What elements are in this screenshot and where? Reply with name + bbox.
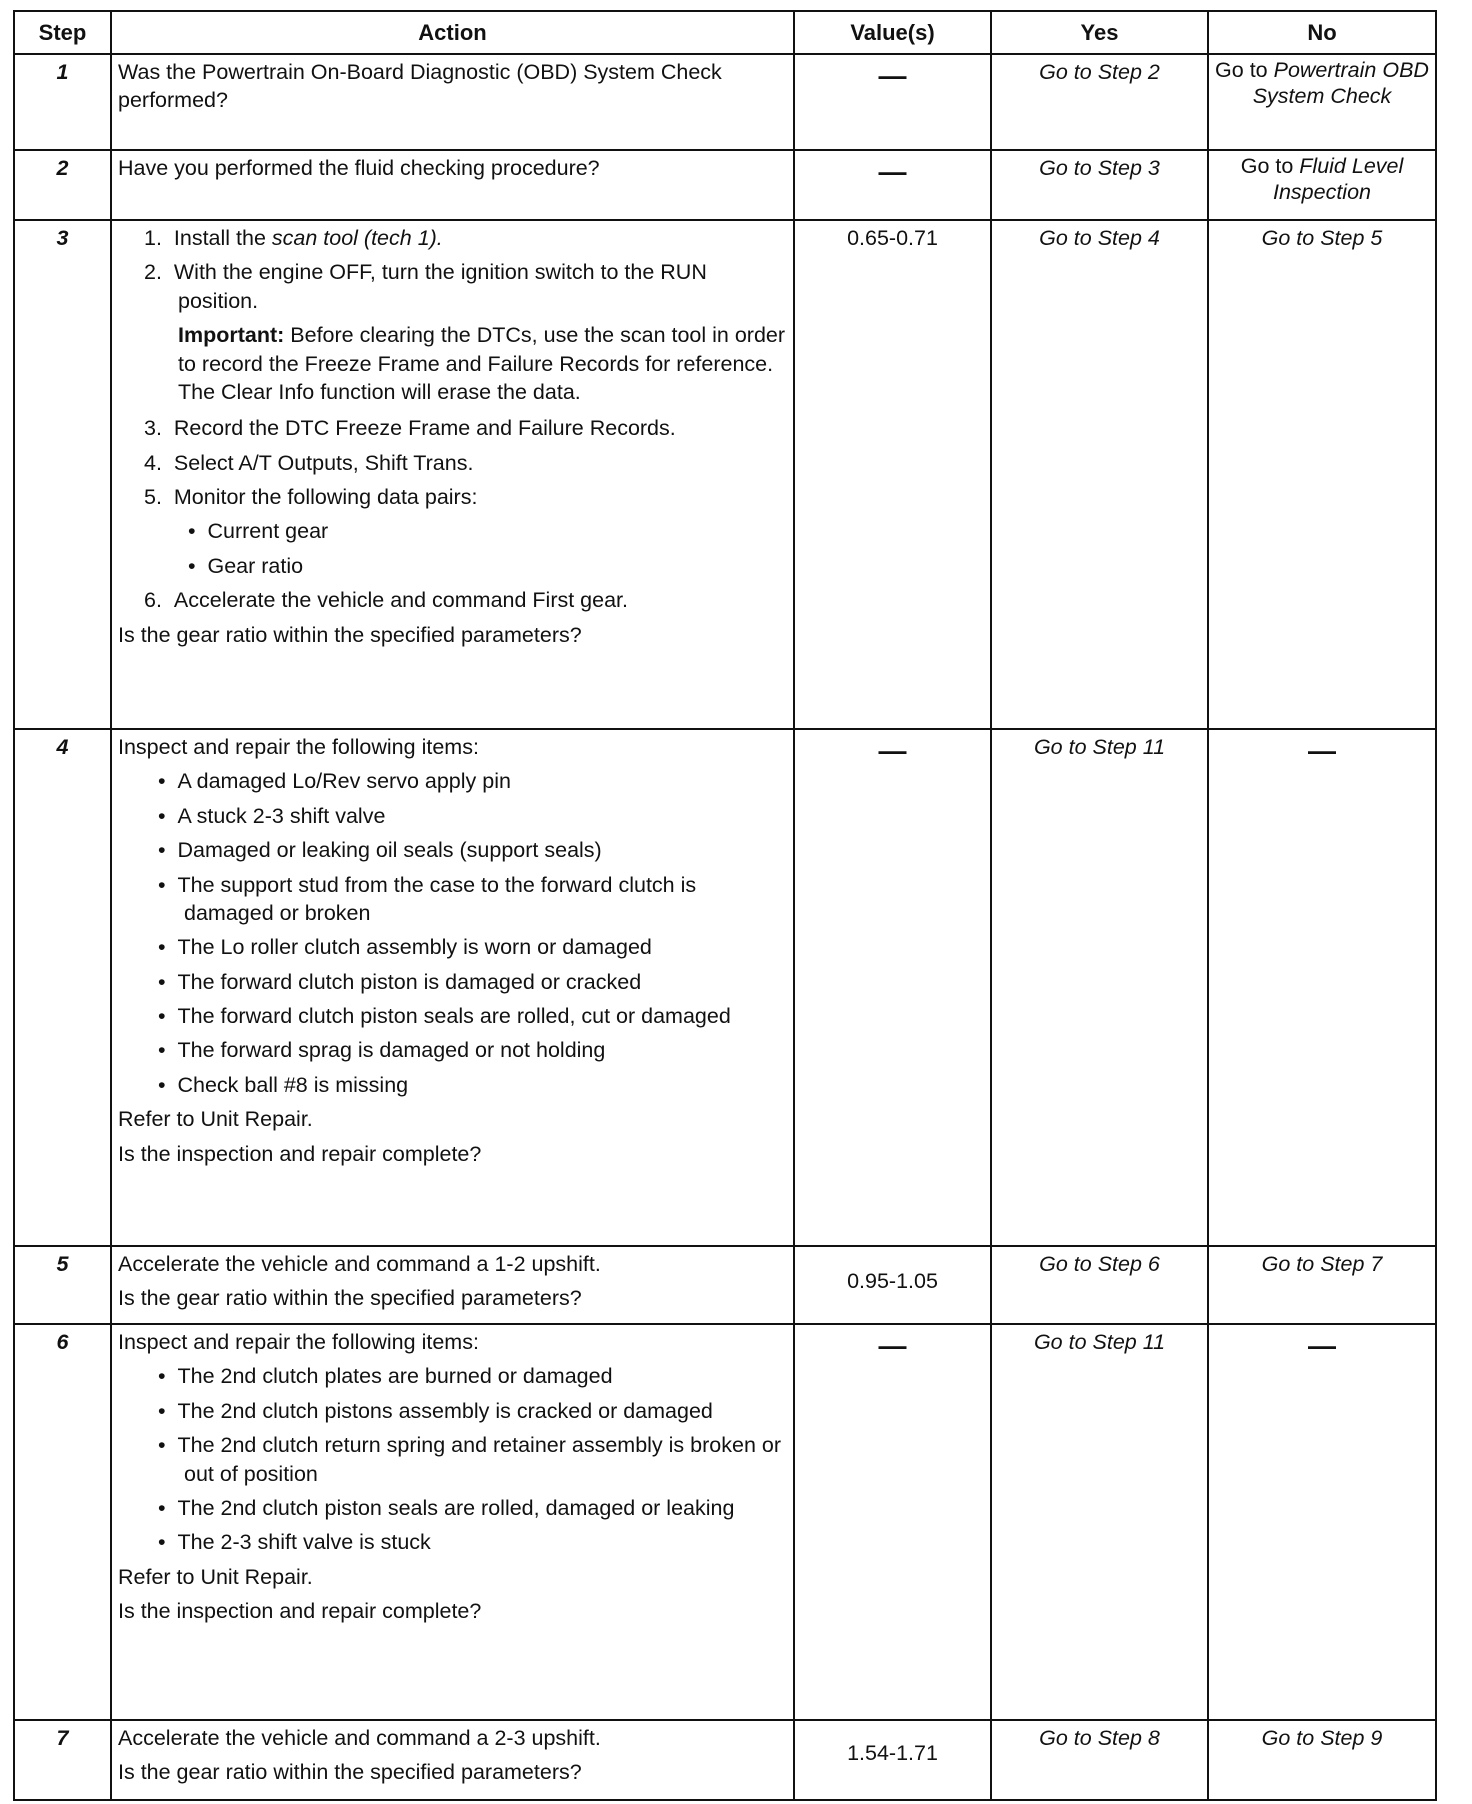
action-text: Was the Powertrain On-Board Diagnostic (OBD) System Check performed?	[111, 54, 794, 150]
action-text: Have you performed the fluid checking procedure?	[111, 150, 794, 220]
action-cell	[111, 1324, 794, 1720]
bullet-item: • The 2nd clutch plates are burned or damaged	[158, 1364, 613, 1389]
step-number: 4	[14, 729, 111, 1246]
table-row	[14, 729, 1436, 1246]
yes-link[interactable]: Go to Step 6	[991, 1246, 1208, 1324]
no-link[interactable]: Go to Powertrain OBD System Check	[1208, 54, 1436, 150]
bullet-item: • Check ball #8 is missing	[158, 1072, 409, 1097]
action-text: Accelerate the vehicle and command a 2-3 upshift.	[118, 1726, 601, 1750]
dash: —	[878, 1330, 907, 1361]
yes-link[interactable]: Go to Step 8	[991, 1720, 1208, 1800]
yes-link[interactable]: Go to Step 11	[991, 1324, 1208, 1720]
no-link[interactable]: Go to Step 5	[1208, 220, 1436, 729]
step-number: 1	[14, 54, 111, 150]
dash: —	[878, 60, 907, 91]
dash: —	[878, 156, 907, 187]
value-cell: 0.65-0.71	[794, 220, 991, 729]
numbered-step: 3. Record the DTC Freeze Frame and Failure Records.	[144, 416, 676, 441]
question: Is the gear ratio within the specified parameters?	[118, 1760, 582, 1785]
no-link[interactable]: Go to Step 9	[1208, 1720, 1436, 1800]
numbered-step: 6. Accelerate the vehicle and command First gear.	[144, 588, 629, 613]
action-cell	[111, 1720, 794, 1800]
bullet-item: • The forward clutch piston is damaged or cracked	[158, 969, 642, 994]
value-cell: 0.95-1.05	[794, 1246, 991, 1324]
diagnostic-table	[13, 10, 1437, 1801]
bullet-item: • Damaged or leaking oil seals (support seals)	[158, 838, 602, 863]
step-number: 5	[14, 1246, 111, 1324]
table-row	[14, 150, 1436, 220]
header-action: Action	[111, 11, 794, 54]
step-number: 7	[14, 1720, 111, 1800]
yes-link[interactable]: Go to Step 3	[991, 150, 1208, 220]
intro-text: Inspect and repair the following items:	[118, 1330, 479, 1354]
action-cell	[111, 220, 794, 729]
bullet-item: • The forward sprag is damaged or not holding	[158, 1038, 606, 1063]
header-no: No	[1208, 11, 1436, 54]
bullet-item: • A damaged Lo/Rev servo apply pin	[158, 769, 511, 794]
refer-text: Refer to Unit Repair.	[118, 1107, 313, 1132]
numbered-step: 2. With the engine OFF, turn the ignition switch to the RUN position.	[144, 260, 707, 313]
yes-link[interactable]: Go to Step 11	[991, 729, 1208, 1246]
value-cell	[794, 54, 991, 150]
step-number: 6	[14, 1324, 111, 1720]
bullet-item: • The Lo roller clutch assembly is worn or damaged	[158, 935, 652, 960]
action-text: Accelerate the vehicle and command a 1-2 upshift.	[118, 1252, 601, 1276]
table-row	[14, 1246, 1436, 1324]
action-cell	[111, 1246, 794, 1324]
header-yes: Yes	[991, 11, 1208, 54]
no-link-target[interactable]: Powertrain OBD System Check	[1252, 58, 1429, 108]
bullet-item: • Current gear	[188, 519, 329, 544]
table-row	[14, 220, 1436, 729]
dash: —	[1308, 735, 1336, 766]
no-cell	[1208, 1324, 1436, 1720]
bullet-item: • A stuck 2-3 shift valve	[158, 803, 386, 828]
header-values: Value(s)	[794, 11, 991, 54]
bullet-item: • The 2nd clutch return spring and retainer assembly is broken or out of position	[158, 1433, 781, 1486]
numbered-step: 5. Monitor the following data pairs:	[144, 485, 478, 509]
bullet-item: • The 2-3 shift valve is stuck	[158, 1530, 431, 1555]
table-row	[14, 1324, 1436, 1720]
question: Is the inspection and repair complete?	[118, 1141, 482, 1166]
dash: —	[1308, 1330, 1336, 1361]
value-cell	[794, 1324, 991, 1720]
refer-text: Refer to Unit Repair.	[118, 1564, 313, 1589]
value-cell	[794, 150, 991, 220]
table-row	[14, 1720, 1436, 1800]
bullet-item: • The 2nd clutch pistons assembly is cracked or damaged	[158, 1398, 713, 1423]
numbered-step: 1. Install the scan tool (tech 1).	[144, 226, 443, 250]
numbered-step: 4. Select A/T Outputs, Shift Trans.	[144, 450, 474, 475]
intro-text: Inspect and repair the following items:	[118, 735, 479, 759]
bullet-item: • The forward clutch piston seals are rolled, cut or damaged	[158, 1004, 731, 1028]
question: Is the gear ratio within the specified parameters?	[118, 1286, 582, 1311]
no-link-target[interactable]: Fluid Level Inspection	[1272, 154, 1404, 204]
header-row	[14, 11, 1436, 54]
no-cell	[1208, 729, 1436, 1246]
yes-link[interactable]: Go to Step 2	[991, 54, 1208, 150]
yes-link[interactable]: Go to Step 4	[991, 220, 1208, 729]
bullet-item: • The support stud from the case to the forward clutch is damaged or broken	[158, 872, 697, 925]
table-row	[14, 54, 1436, 150]
value-cell: 1.54-1.71	[794, 1720, 991, 1800]
step-number: 2	[14, 150, 111, 220]
bullet-item: • Gear ratio	[188, 553, 304, 578]
no-link[interactable]: Go to Step 7	[1208, 1246, 1436, 1324]
step-number: 3	[14, 220, 111, 729]
question: Is the gear ratio within the specified parameters?	[118, 622, 582, 647]
important-note: Important: Before clearing the DTCs, use the scan tool in order to record the Freeze Frame and Failure Records for reference. The Clear Info function will erase the data.	[178, 323, 786, 404]
header-step: Step	[14, 11, 111, 54]
dash: —	[878, 735, 907, 766]
question: Is the inspection and repair complete?	[118, 1599, 482, 1623]
value-cell	[794, 729, 991, 1246]
no-link[interactable]: Go to Fluid Level Inspection	[1208, 150, 1436, 220]
action-cell	[111, 729, 794, 1246]
bullet-item: • The 2nd clutch piston seals are rolled, damaged or leaking	[158, 1495, 735, 1520]
